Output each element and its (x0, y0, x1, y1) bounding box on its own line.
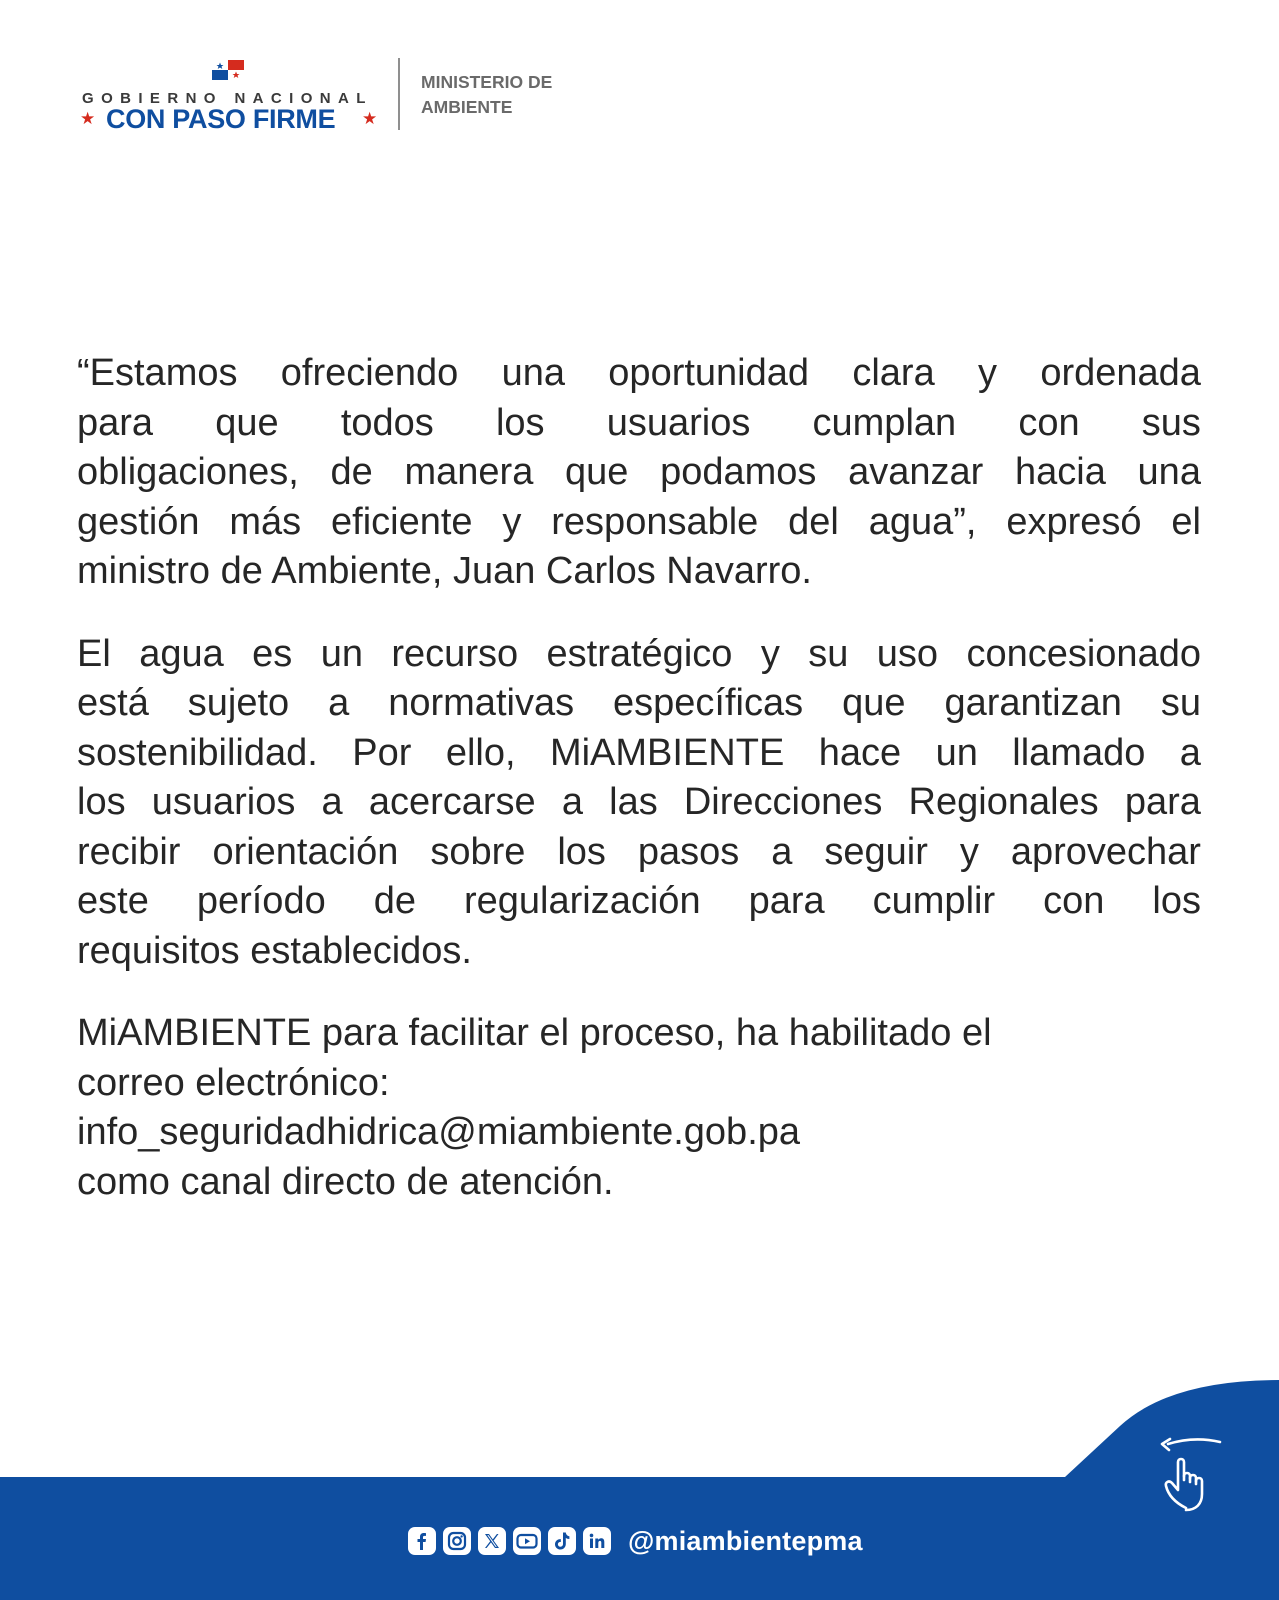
ministry-line-2: AMBIENTE (421, 97, 513, 117)
text-line: sostenibilidad. Por ello, MiAMBIENTE hace un llamado a (77, 731, 1201, 774)
text-line: MiAMBIENTE para facilitar el proceso, ha habilitado el (77, 1012, 992, 1054)
instagram-icon[interactable] (443, 1527, 471, 1555)
footer-banner (0, 1380, 1279, 1600)
text-line: requisitos establecidos. (77, 929, 472, 972)
text-line: correo electrónico: (77, 1061, 390, 1104)
tiktok-icon[interactable] (548, 1527, 576, 1555)
text-line: obligaciones, de manera que podamos avanzar hacia una (77, 451, 1201, 493)
swipe-hand-icon (1160, 1436, 1228, 1518)
text-line: para que todos los usuarios cumplan con sus (77, 401, 1201, 444)
motto: CON PASO FIRME (106, 104, 336, 134)
main-content (77, 349, 1201, 1207)
text-line: “Estamos ofreciendo una oportunidad clara y ordenada (77, 352, 1201, 394)
linkedin-icon[interactable] (583, 1527, 611, 1555)
logo-divider (398, 58, 400, 130)
info-paragraph (77, 630, 1201, 977)
facebook-icon[interactable] (408, 1527, 436, 1555)
social-handle[interactable]: @miambientepma (628, 1525, 863, 1556)
star-icon: ★ (362, 109, 378, 128)
star-icon: ★ (80, 109, 96, 128)
text-line: info_seguridadhidrica@miambiente.gob.pa (77, 1111, 801, 1153)
text-line: como canal directo de atención. (77, 1160, 614, 1203)
panama-flag-icon (212, 60, 244, 80)
text-line: ministro de Ambiente, Juan Carlos Navarro. (77, 550, 812, 592)
text-line: gestión más eficiente y responsable del agua”, expresó el (77, 500, 1201, 543)
text-line: los usuarios a acercarse a las Direcciones Regionales para (77, 781, 1201, 823)
government-logo (78, 56, 598, 136)
text-line: está sujeto a normativas específicas que garantizan su (77, 682, 1201, 724)
contact-paragraph (77, 1009, 1201, 1207)
text-line: recibir orientación sobre los pasos a seguir y aprovechar (77, 830, 1201, 873)
ministry-line-1: MINISTERIO DE (421, 72, 553, 92)
x-icon[interactable] (478, 1527, 506, 1555)
social-bar (408, 1523, 863, 1559)
gov-label: GOBIERNO NACIONAL (82, 90, 373, 107)
ministry-name (421, 70, 552, 120)
text-line: este período de regularización para cumplir con los (77, 880, 1201, 922)
text-line: El agua es un recurso estratégico y su uso concesionado (77, 632, 1201, 675)
quote-paragraph (77, 349, 1201, 597)
youtube-icon[interactable] (513, 1527, 541, 1555)
